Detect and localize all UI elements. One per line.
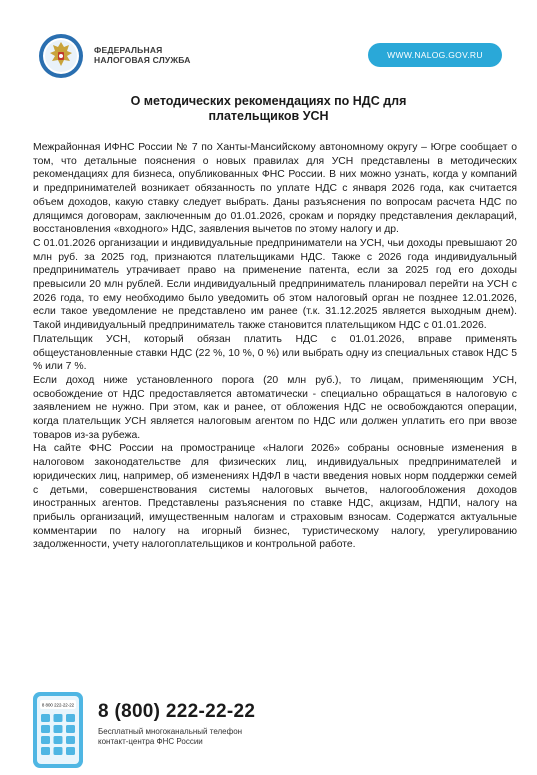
hotline-number[interactable]: 8 (800) 222-22-22 — [98, 701, 256, 722]
org-name-line2: НАЛОГОВАЯ СЛУЖБА — [94, 55, 191, 65]
article-paragraph: Если доход ниже установленного порога (20 млн руб.), то лицам, применяющим УСН, освобождение от НДС предоставляется автоматически - специально обращаться в налоговую с заявлением не нужно. При этом, как и ранее, от обложения НДС не освобождаются операции, когда плательщик УСН является налоговым агентом по НДС или должен уплатить его при ввозе товаров из-за рубежа. — [33, 374, 517, 441]
article-paragraph: С 01.01.2026 организации и индивидуальные предприниматели на УСН, чьи доходы превышают 20 млн руб. за 2025 год, признаются плательщиками НДС. Также с 2026 года индивидуальный предприниматель утрачивает право на применение патента, если за 2025 год его доходы превысили 20 млн рублей. Если индивидуальный предприниматель планировал перейти на УСН с 2026 года, то ему необходимо было уведомить об этом налоговый орган не позднее 12.01.2026, если такое уведомление не представлено им ранее (т.к. 31.12.2025 является выходным днем). Такой индивидуальный предприниматель также становится плательщиком НДС с 01.01.2026. — [33, 237, 517, 332]
site-link-button[interactable]: WWW.NALOG.GOV.RU — [368, 43, 502, 67]
header — [0, 0, 537, 80]
article-paragraph: На сайте ФНС России на промостранице «Налоги 2026» собраны основные изменения в налоговом законодательстве для физических лиц, индивидуальных предпринимателей и юридических лиц, например, об изменениях НДФЛ в части введения новых норм поддержки семей с детьми, совершенствования системы налоговых вычетов, налогообложения доходов иностранных агентов. Представлены разъяснения по ставке НДС, акцизам, НДПИ, налогу на прибыль организаций, имущественным налогам и страховым взносам. Содержатся актуальные комментарии по налогу на игорный бизнес, туристическому налогу, урегулированию задолженности, учету налогоплательщиков и контрольной работе. — [33, 443, 517, 551]
fns-emblem-icon — [38, 33, 84, 79]
article-title-line1: О методических рекомендациях по НДС для — [130, 94, 407, 108]
phone-icon — [31, 691, 85, 769]
hotline-caption-line1: Бесплатный многоканальный телефон — [98, 727, 243, 736]
article-paragraph: Плательщик УСН, который обязан платить НДС с 01.01.2026, вправе применять общеустановленные ставки НДС (22 %, 10 %, 0 %) или выбрать одну из специальных ставок НДС 5 % или 7 %. — [33, 333, 517, 373]
org-name — [94, 45, 191, 65]
org-name-line1: ФЕДЕРАЛЬНАЯ — [94, 45, 163, 55]
hotline-caption — [98, 727, 242, 747]
article-title-line2: плательщиков УСН — [208, 109, 329, 123]
article-body — [33, 141, 517, 552]
article-paragraph: Межрайонная ИФНС России № 7 по Ханты-Мансийскому автономному округу – Югре сообщает о том, что детальные пояснения о новых правилах для УСН представлены в методических рекомендациях для бизнеса, опубликованных ФНС России. В них можно узнать, когда у компаний и предпринимателей возникает обязанность по уплате НДС с января 2026 года, как считается объем доходов, какую ставку следует выбрать. Даны разъяснения по вопросам расчета НДС по длящимся договорам, заключенным до 01.01.2026, срокам и порядку представления деклараций, восстановления «входного» НДС, заявления вычетов по этому налогу и др. — [33, 142, 517, 236]
article-title — [60, 94, 477, 124]
phone-screen-number: 8 800 222-22-22 — [41, 702, 75, 708]
hotline-caption-line2: контакт-центра ФНС России — [98, 737, 203, 746]
